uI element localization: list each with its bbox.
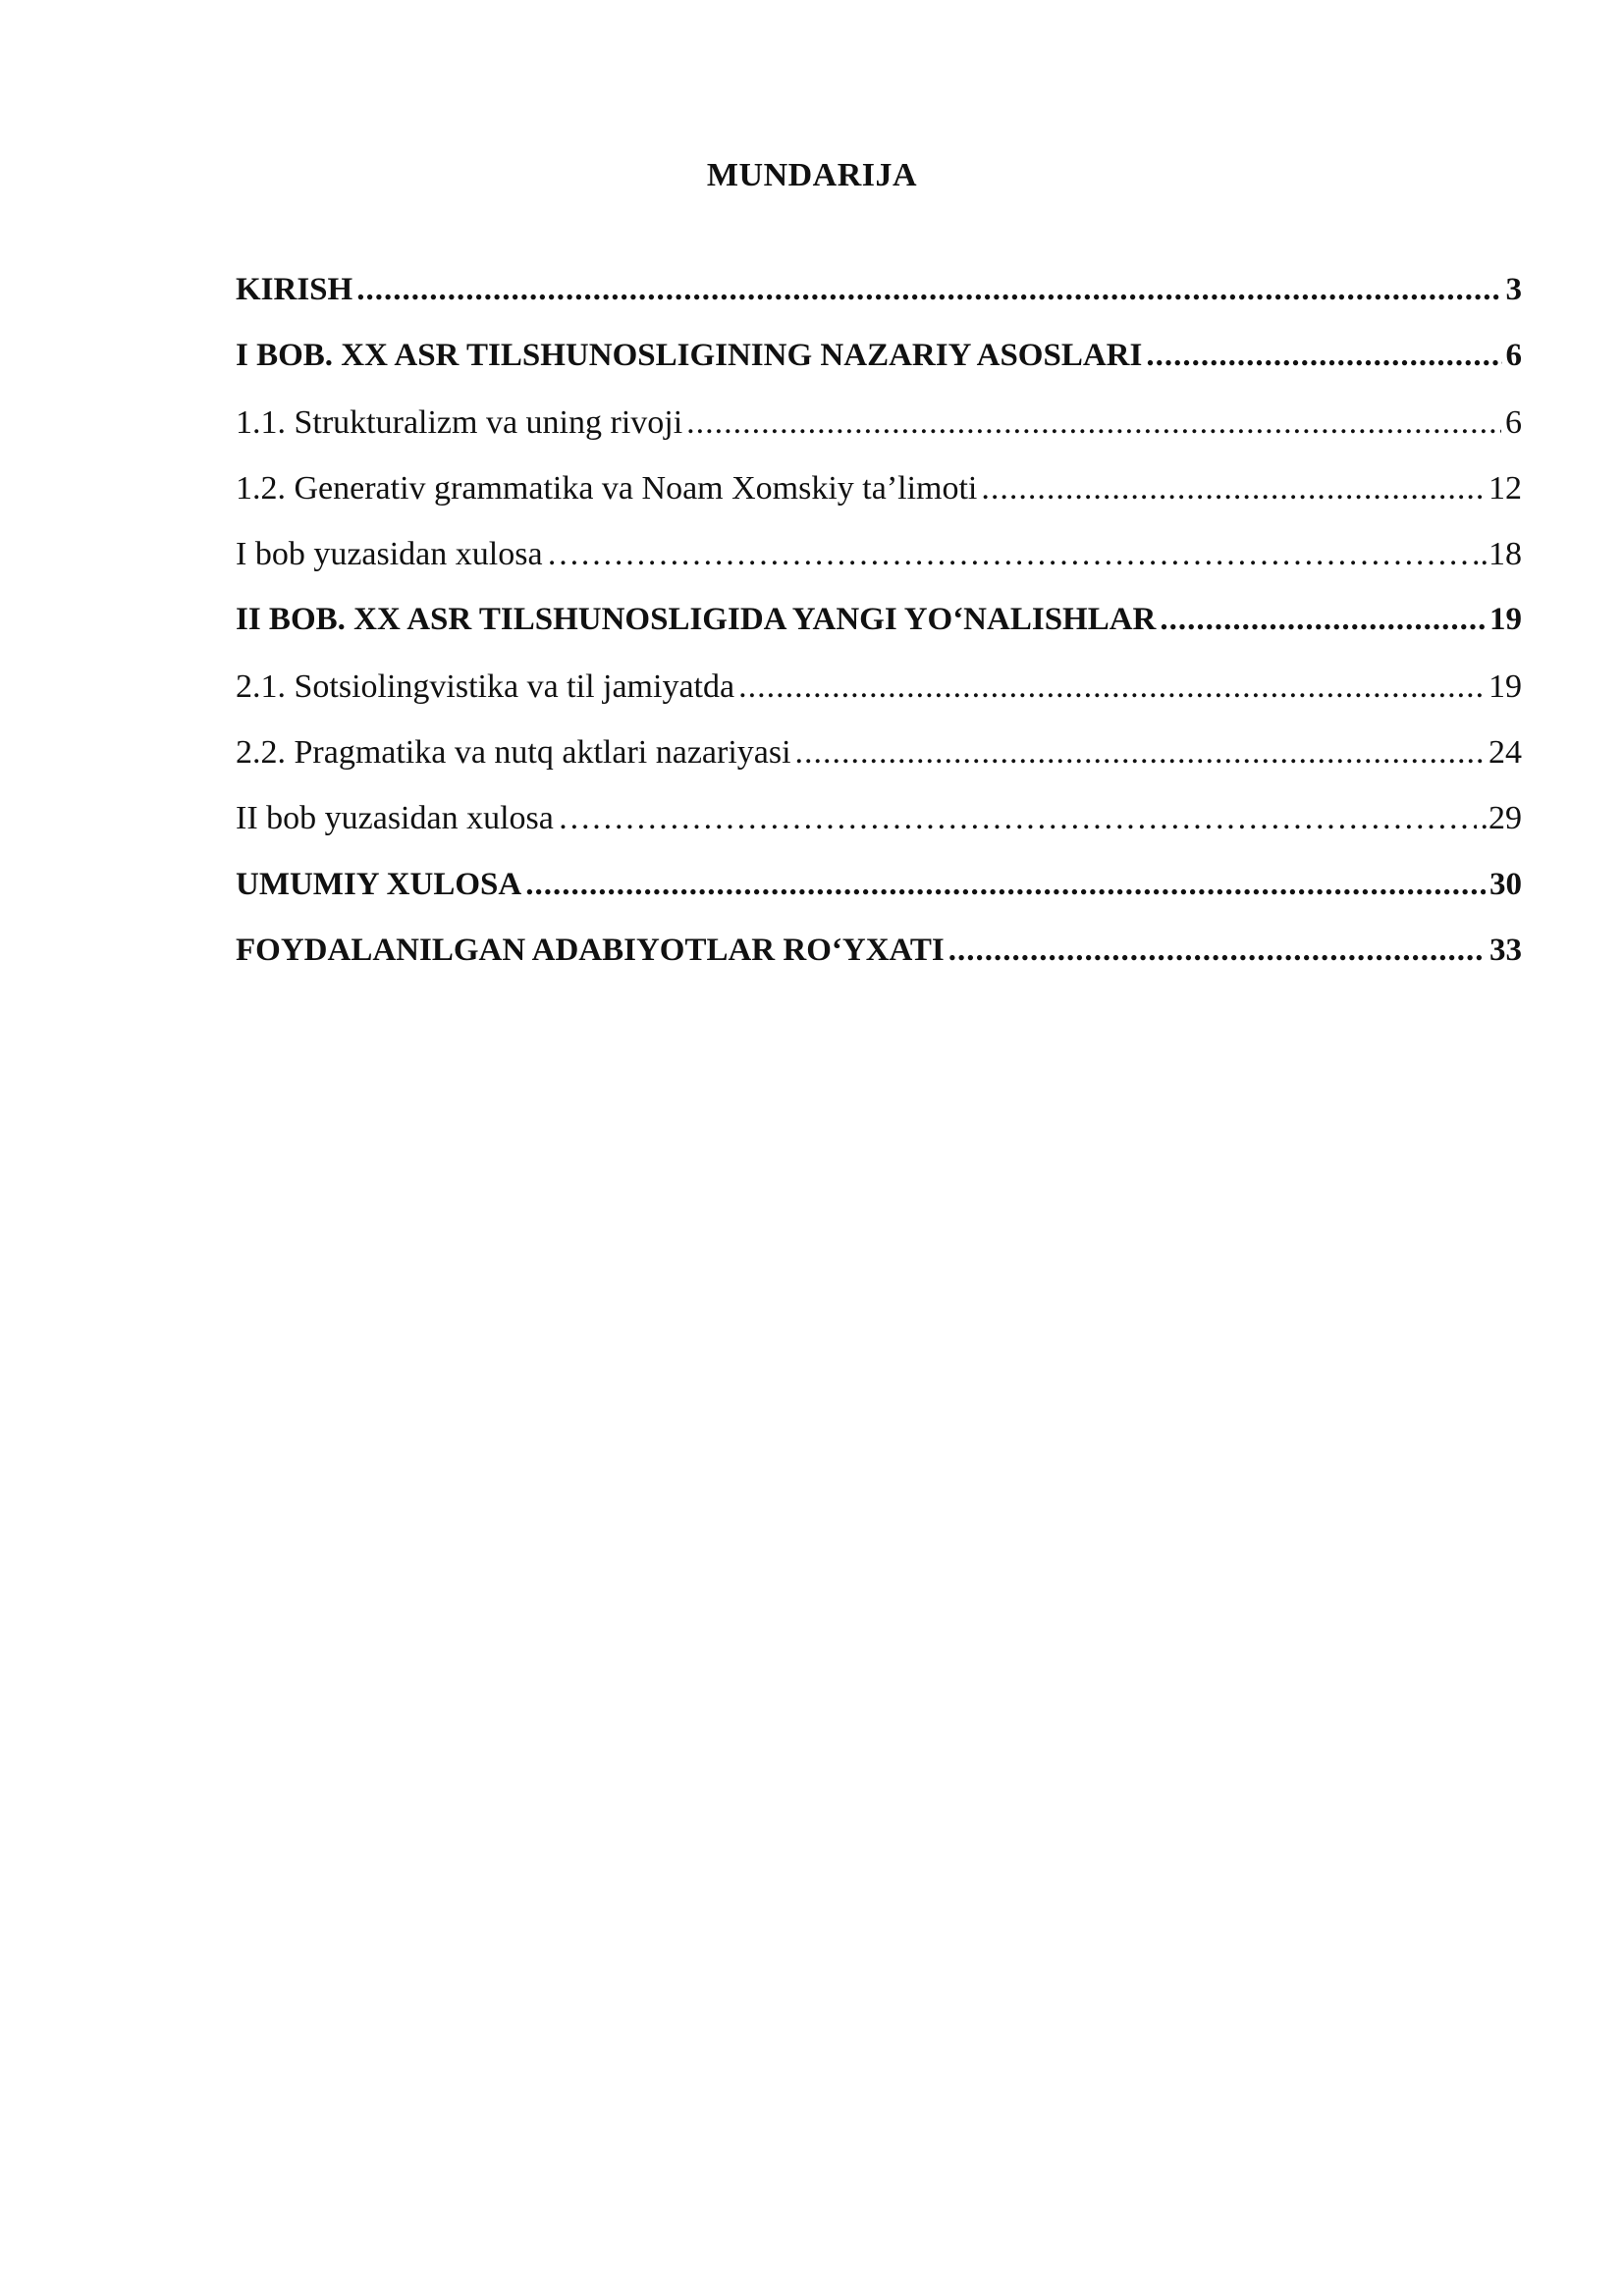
dot-leader	[686, 390, 1501, 455]
toc-entry-chapter-2[interactable]	[236, 587, 1522, 653]
toc-entry-label: II bob yuzasidan xulosa	[236, 800, 554, 837]
toc-entry-label: 1.1. Strukturalizm va uning rivoji	[236, 403, 683, 441]
dot-leader	[525, 852, 1486, 918]
toc-entry-section-1-1[interactable]	[236, 390, 1522, 455]
toc-entry-page: 6	[1505, 338, 1522, 374]
toc-entry-section-2-1[interactable]	[236, 654, 1522, 720]
toc-entry-kirish[interactable]	[236, 257, 1522, 323]
dot-leader	[1146, 323, 1501, 389]
dot-leader	[558, 785, 1477, 851]
toc-entry-references[interactable]	[236, 918, 1522, 984]
toc-entry-chapter-1-conclusion[interactable]	[236, 521, 1522, 587]
dot-leader	[795, 720, 1485, 785]
toc-entry-section-1-2[interactable]	[236, 455, 1522, 521]
toc-entry-label: 2.2. Pragmatika va nutq aktlari nazariyasi	[236, 734, 791, 772]
toc-entry-page: 33	[1489, 932, 1522, 968]
toc-entry-label: KIRISH	[236, 272, 353, 307]
toc-entry-label: I BOB. XX ASR TILSHUNOSLIGINING NAZARIY ASOSLARI	[236, 338, 1143, 374]
toc-entry-page: 19	[1489, 667, 1522, 705]
toc-entry-label: II BOB. XX ASR TILSHUNOSLIGIDA YANGI YO‘NALISHLAR	[236, 602, 1157, 638]
toc-entry-page: .29	[1480, 800, 1522, 837]
toc-entry-label: 1.2. Generativ grammatika va Noam Xomskiy ta’limoti	[236, 469, 978, 507]
toc-entry-page: 6	[1505, 403, 1522, 441]
toc-entry-page: 19	[1489, 602, 1522, 638]
dot-leader	[981, 455, 1485, 521]
dot-leader	[1160, 587, 1486, 653]
toc-entry-page: ..18	[1472, 536, 1522, 573]
dot-leader	[948, 918, 1486, 984]
toc-entry-general-conclusion[interactable]	[236, 852, 1522, 918]
dot-leader	[356, 257, 1501, 323]
toc-entry-chapter-2-conclusion[interactable]	[236, 785, 1522, 851]
toc-entry-page: 30	[1489, 866, 1522, 902]
toc-entry-label: UMUMIY XULOSA	[236, 866, 522, 902]
toc-entry-label: I bob yuzasidan xulosa	[236, 536, 543, 573]
table-of-contents	[236, 257, 1522, 984]
dot-leader	[547, 521, 1468, 587]
toc-entry-section-2-2[interactable]	[236, 720, 1522, 785]
toc-entry-page: 24	[1489, 734, 1522, 772]
toc-entry-chapter-1[interactable]	[236, 323, 1522, 389]
toc-entry-page: 3	[1505, 272, 1522, 307]
page-title: MUNDARIJA	[706, 157, 918, 193]
toc-entry-label: 2.1. Sotsiolingvistika va til jamiyatda	[236, 667, 735, 705]
toc-entry-page: 12	[1489, 469, 1522, 507]
toc-entry-label: FOYDALANILGAN ADABIYOTLAR RO‘YXATI	[236, 932, 945, 968]
dot-leader	[738, 654, 1485, 720]
